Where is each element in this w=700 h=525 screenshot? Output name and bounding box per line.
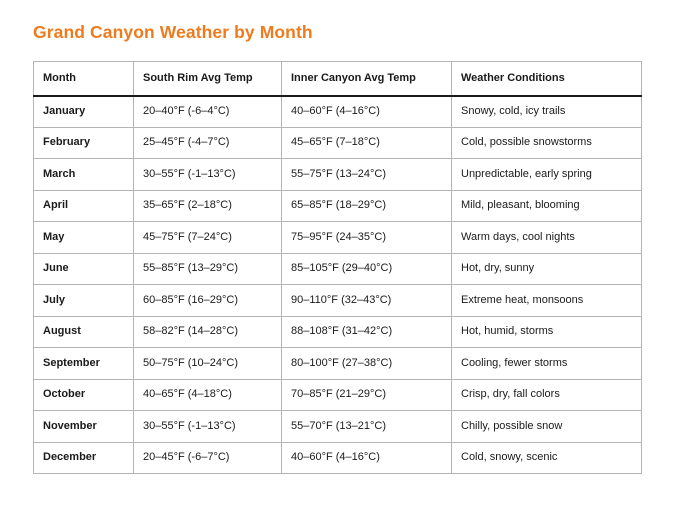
page-title: Grand Canyon Weather by Month	[33, 22, 313, 42]
cell-conditions: Unpredictable, early spring	[452, 159, 642, 191]
table-row	[34, 127, 642, 159]
cell-south-rim: 50–75°F (10–24°C)	[134, 348, 282, 380]
table-header-row	[34, 62, 642, 96]
cell-south-rim: 30–55°F (-1–13°C)	[134, 159, 282, 191]
table-row	[34, 411, 642, 443]
cell-conditions: Hot, dry, sunny	[452, 253, 642, 285]
cell-month: September	[34, 348, 134, 380]
weather-table	[33, 61, 642, 474]
cell-south-rim: 20–45°F (-6–7°C)	[134, 442, 282, 474]
table-row	[34, 253, 642, 285]
cell-inner-canyon: 85–105°F (29–40°C)	[282, 253, 452, 285]
column-header-south-rim: South Rim Avg Temp	[134, 62, 282, 96]
table-row	[34, 316, 642, 348]
cell-conditions: Snowy, cold, icy trails	[452, 96, 642, 128]
cell-month: February	[34, 127, 134, 159]
cell-month: July	[34, 285, 134, 317]
table-row	[34, 348, 642, 380]
table-body	[34, 96, 642, 474]
cell-month: March	[34, 159, 134, 191]
cell-conditions: Chilly, possible snow	[452, 411, 642, 443]
cell-inner-canyon: 45–65°F (7–18°C)	[282, 127, 452, 159]
cell-month: August	[34, 316, 134, 348]
cell-south-rim: 55–85°F (13–29°C)	[134, 253, 282, 285]
cell-conditions: Mild, pleasant, blooming	[452, 190, 642, 222]
cell-inner-canyon: 75–95°F (24–35°C)	[282, 222, 452, 254]
table-row	[34, 442, 642, 474]
cell-south-rim: 35–65°F (2–18°C)	[134, 190, 282, 222]
cell-inner-canyon: 88–108°F (31–42°C)	[282, 316, 452, 348]
column-header-conditions: Weather Conditions	[452, 62, 642, 96]
cell-conditions: Warm days, cool nights	[452, 222, 642, 254]
cell-month: May	[34, 222, 134, 254]
cell-inner-canyon: 70–85°F (21–29°C)	[282, 379, 452, 411]
cell-inner-canyon: 65–85°F (18–29°C)	[282, 190, 452, 222]
cell-month: November	[34, 411, 134, 443]
table-row	[34, 379, 642, 411]
cell-conditions: Hot, humid, storms	[452, 316, 642, 348]
column-header-month: Month	[34, 62, 134, 96]
cell-south-rim: 20–40°F (-6–4°C)	[134, 96, 282, 128]
cell-south-rim: 45–75°F (7–24°C)	[134, 222, 282, 254]
cell-conditions: Crisp, dry, fall colors	[452, 379, 642, 411]
cell-south-rim: 60–85°F (16–29°C)	[134, 285, 282, 317]
cell-inner-canyon: 80–100°F (27–38°C)	[282, 348, 452, 380]
cell-inner-canyon: 40–60°F (4–16°C)	[282, 442, 452, 474]
column-header-inner-canyon: Inner Canyon Avg Temp	[282, 62, 452, 96]
table-row	[34, 190, 642, 222]
cell-month: June	[34, 253, 134, 285]
cell-month: December	[34, 442, 134, 474]
cell-inner-canyon: 90–110°F (32–43°C)	[282, 285, 452, 317]
cell-inner-canyon: 55–75°F (13–24°C)	[282, 159, 452, 191]
cell-inner-canyon: 55–70°F (13–21°C)	[282, 411, 452, 443]
cell-conditions: Cold, possible snowstorms	[452, 127, 642, 159]
table-row	[34, 222, 642, 254]
cell-conditions: Cooling, fewer storms	[452, 348, 642, 380]
cell-inner-canyon: 40–60°F (4–16°C)	[282, 96, 452, 128]
table-header	[34, 62, 642, 96]
cell-south-rim: 58–82°F (14–28°C)	[134, 316, 282, 348]
table-row	[34, 285, 642, 317]
cell-south-rim: 40–65°F (4–18°C)	[134, 379, 282, 411]
cell-conditions: Extreme heat, monsoons	[452, 285, 642, 317]
cell-south-rim: 25–45°F (-4–7°C)	[134, 127, 282, 159]
table-row	[34, 96, 642, 128]
cell-month: April	[34, 190, 134, 222]
cell-conditions: Cold, snowy, scenic	[452, 442, 642, 474]
cell-month: October	[34, 379, 134, 411]
cell-south-rim: 30–55°F (-1–13°C)	[134, 411, 282, 443]
cell-month: January	[34, 96, 134, 128]
table-row	[34, 159, 642, 191]
